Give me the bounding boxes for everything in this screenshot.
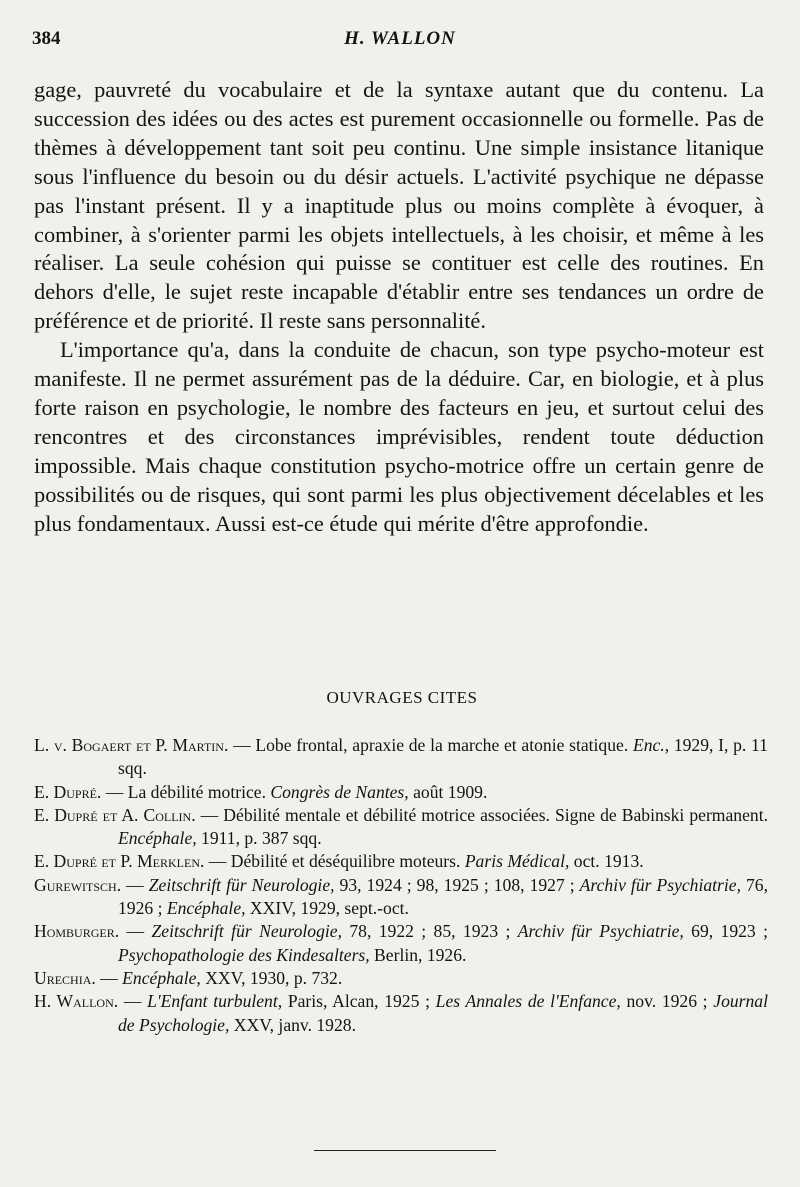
end-rule — [314, 1150, 496, 1151]
paragraph: gage, pauvreté du vocabulaire et de la syntaxe autant que du contenu. La succession des idées ou des actes est purement occasionnelle ou formelle. Pas de thèmes à développement tant soit peu continu. Une simple insistance litanique sous l'influence du besoin ou du désir actuels. L'activité psychique ne dépasse pas l'instant présent. Il y a inaptitude plus ou moins complète à évoquer, à combiner, à s'orienter parmi les objets intellectuels, à les choisir, et même à les réaliser. La seule cohésion qui puisse se contituer est celle des routines. En dehors d'elle, le sujet reste incapable d'établir entre ses tendances un ordre de préférence et de priorité. Il reste sans personnalité. — [34, 77, 764, 334]
reference-item: H. Wallon. — L'Enfant turbulent, Paris, Alcan, 1925 ; Les Annales de l'Enfance, nov. 1926 ; Journal de Psychologie, XXV, janv. 1928. — [34, 991, 768, 1035]
section-title: OUVRAGES CITES — [326, 688, 478, 707]
reference-list — [34, 734, 768, 1037]
body-text — [34, 76, 764, 539]
reference-item: Homburger. — Zeitschrift für Neurologie, 78, 1922 ; 85, 1923 ; Archiv für Psychiatrie, 69, 1923 ; Psychopathologie des Kindesalters, Berlin, 1926. — [34, 921, 768, 965]
page-header — [32, 28, 768, 58]
reference-item: E. Dupré et P. Merklen. — Débilité et déséquilibre moteurs. Paris Médical, oct. 1913. — [34, 851, 644, 872]
running-head: H. WALLON — [344, 28, 456, 49]
reference-item: E. Dupré. — La débilité motrice. Congrès de Nantes, août 1909. — [34, 781, 488, 802]
reference-item: Urechia. — Encéphale, XXV, 1930, p. 732. — [34, 967, 343, 988]
reference-item: Gurewitsch. — Zeitschrift für Neurologie, 93, 1924 ; 98, 1925 ; 108, 1927 ; Archiv für Psychiatrie, 76, 1926 ; Encéphale, XXIV, 1929, sept.-oct. — [34, 874, 769, 919]
reference-item: L. v. Bogaert et P. Martin. — Lobe frontal, apraxie de la marche et atonie statique. Enc., 1929, I, p. 11 sqq. — [34, 735, 768, 779]
page-number: 384 — [32, 28, 61, 49]
reference-item: E. Dupré et A. Collin. — Débilité mentale et débilité motrice associées. Signe de Babinski permanent. Encéphale, 1911, p. 387 sqq. — [34, 804, 768, 849]
paragraph: L'importance qu'a, dans la conduite de chacun, son type psycho-moteur est manifeste. Il ne permet assurément pas de la déduire. Car, en biologie, et à plus forte raison en psychologie, le nombre des facteurs en jeu, et surtout celui des rencontres et des circonstances imprévisibles, rendent toute déduction impossible. Mais chaque constitution psycho-motrice offre un certain genre de possibilités ou de risques, qui sont parmi les plus objectivement décelables et les plus fondamentaux. Aussi est-ce étude qui mérite d'être approfondie. — [34, 337, 764, 536]
